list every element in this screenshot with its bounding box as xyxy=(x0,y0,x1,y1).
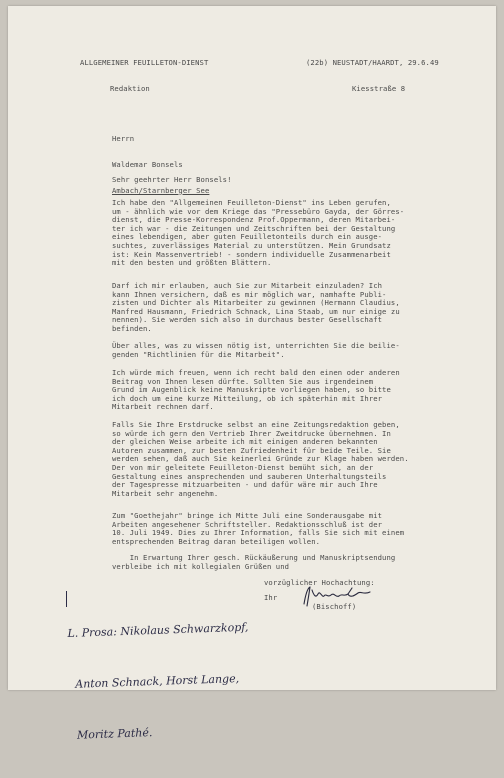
body-line: Ich habe den "Allgemeinen Feuilleton-Dienst" ins Leben gerufen, xyxy=(112,198,391,207)
paragraph-1 xyxy=(112,199,404,268)
letterhead-dept: Redaktion xyxy=(110,83,150,93)
recipient-line-3: Ambach/Starnberger See xyxy=(112,185,210,195)
paragraph-5 xyxy=(112,421,409,498)
body-line: 10. Juli 1949. Dies zu Ihrer Information, falls Sie sich mit einem xyxy=(112,528,405,538)
closing-formula: vorzüglicher Hochachtung: xyxy=(264,578,375,587)
body-line: genden "Richtlinien für die Mitarbeit". xyxy=(112,349,285,359)
body-line: ich doch um eine kurze Mitteilung, ob ich späterhin mit Ihrer xyxy=(112,393,383,403)
body-line: Manfred Hausmann, Friedrich Schnack, Lina Staab, um nur einige zu xyxy=(112,306,400,316)
handwritten-line-1: L. Prosa: Nikolaus Schwarzkopf, xyxy=(67,620,249,640)
body-line: Der von mir geleitete Feuilleton-Dienst bemüht sich, an der xyxy=(112,462,374,472)
letterhead-org: ALLGEMEINER FEUILLETON-DIENST xyxy=(80,58,209,68)
body-line: ter ich war - die Zeitungen und Zeitschriften bei der Gestaltung xyxy=(112,223,396,233)
body-line: Mitarbeit rechnen darf. xyxy=(112,402,214,412)
salutation: Sehr geehrter Herr Bonsels! xyxy=(112,175,232,184)
body-line: Mitarbeit sehr angenehm. xyxy=(112,488,219,498)
body-line: Zum "Goethejahr" bringe ich Mitte Juli eine Sonderausgabe mit xyxy=(112,511,383,520)
body-line: ist: Kein Massenvertrieb! - sondern individuelle Zusammenarbeit xyxy=(112,249,391,259)
handwritten-line-2: Anton Schnack, Horst Lange, xyxy=(75,672,240,691)
body-line: dienst, die Presse-Korrespondenz Prof.Oppermann, deren Mitarbei- xyxy=(112,215,396,225)
letter-page xyxy=(8,6,496,742)
recipient-line-2: Waldemar Bonsels xyxy=(112,159,183,169)
recipient-line-1: Herrn xyxy=(112,134,135,144)
handwritten-signature xyxy=(298,584,378,610)
body-line: Autoren zusammen, zur besten Zufriedenheit für beide Teile. Sie xyxy=(112,445,391,455)
letterhead-right xyxy=(306,42,439,111)
body-line: Beitrag von Ihnen lesen dürfte. Sollten Sie aus irgendeinem xyxy=(112,376,374,386)
body-line: Arbeiten angesehener Schriftsteller. Redaktionsschluß ist der xyxy=(112,519,383,529)
body-line: verbleibe ich mit kollegialen Grüßen und xyxy=(112,561,290,571)
body-line: so würde ich gern den Vertrieb Ihrer Zweitdrucke übernehmen. In xyxy=(112,428,391,438)
body-line: Gestaltung eines ansprechenden und sauberen Unterhaltungsteils xyxy=(112,471,387,481)
handwritten-line-3: Moritz Pathé. xyxy=(76,726,153,742)
paragraph-7 xyxy=(112,554,395,571)
body-line: um - ähnlich wie vor dem Kriege das "Pressebüro Gayda, der Görres- xyxy=(112,206,405,216)
body-line: der gleichen Weise arbeite ich mit einigen anderen bekannten xyxy=(112,437,378,447)
body-line: der Tagespresse mitzuarbeiten - und dafür wäre mir auch Ihre xyxy=(112,480,378,490)
closing-ihr: Ihr xyxy=(264,593,278,602)
handwritten-note xyxy=(66,585,253,778)
body-line: entsprechenden Beitrag daran beteiligen wollen. xyxy=(112,536,321,546)
body-line: zisten und Dichter als Mitarbeiter zu gewinnen (Hermann Claudius, xyxy=(112,298,400,308)
signatory-name: (Bischoff) xyxy=(312,602,357,611)
letterhead-left xyxy=(80,42,208,111)
letterhead-place-date: (22b) NEUSTADT/HAARDT, 29.6.49 xyxy=(306,58,439,68)
paragraph-3 xyxy=(112,342,400,359)
body-line: kann Ihnen versichern, daß es mir möglich war, namhafte Publi- xyxy=(112,289,387,299)
body-line: In Erwartung Ihrer gesch. Rückäußerung und Manuskriptsendung xyxy=(112,553,396,562)
body-line: suchtes, zuverlässiges Material zu unterstützen. Mein Grundsatz xyxy=(112,240,391,250)
letterhead-street: Kiesstraße 8 xyxy=(352,83,406,93)
body-line: werden sehen, daß auch Sie keinerlei Gründe zur Klage haben werden. xyxy=(112,454,409,464)
paragraph-4 xyxy=(112,369,400,412)
body-line: nennen). Sie werden sich also in durchaus bester Gesellschaft xyxy=(112,315,383,325)
body-line: Ich würde mich freuen, wenn ich recht bald den einen oder anderen xyxy=(112,368,400,377)
body-line: Falls Sie Ihre Erstdrucke selbst an eine Zeitungsredaktion geben, xyxy=(112,420,400,429)
body-line: Über alles, was zu wissen nötig ist, unterrichten Sie die beilie- xyxy=(112,341,400,350)
paragraph-6 xyxy=(112,512,404,546)
body-line: eines lebendigen, aber guten Feuilletonteils durch ein ausge- xyxy=(112,232,383,242)
body-line: befinden. xyxy=(112,323,152,333)
body-line: mit den besten und größten Blättern. xyxy=(112,258,272,268)
body-line: Darf ich mir erlauben, auch Sie zur Mitarbeit einzuladen? Ich xyxy=(112,281,383,290)
body-line: Grund im Augenblick keine Manuskripte vorliegen haben, so bitte xyxy=(112,385,391,395)
paragraph-2 xyxy=(112,282,400,334)
